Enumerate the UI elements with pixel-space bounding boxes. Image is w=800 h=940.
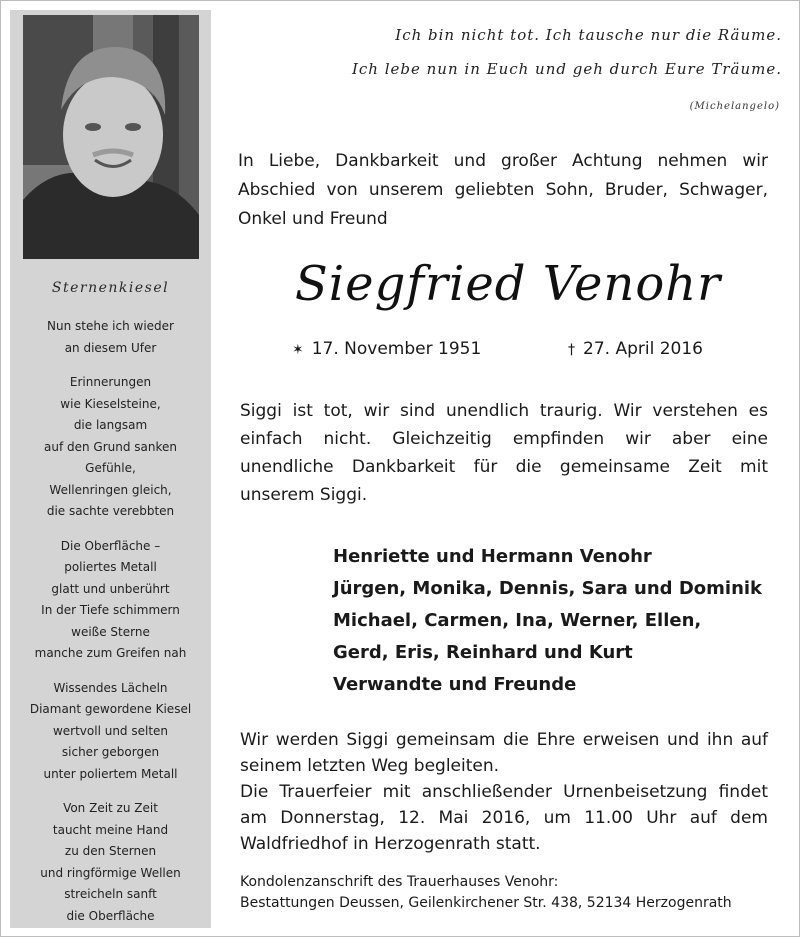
- poem-line: und ringförmige Wellen: [40, 865, 181, 880]
- family-line: Verwandte und Freunde: [333, 674, 577, 695]
- poem-line: Wissendes Lächeln: [53, 680, 168, 695]
- poem-stanza: [10, 678, 211, 786]
- poem-line: sicher geborgen: [61, 745, 160, 759]
- poem-stanza: [10, 536, 211, 665]
- poem-line: unter poliertem Metall: [43, 766, 178, 781]
- motto-attribution: (Michelangelo): [689, 101, 780, 112]
- intro-text: In Liebe, Dankbarkeit und großer Achtung nehmen wir Abschied von unserem geliebten Sohn, Bruder, Schwager, Onkel und Freund: [238, 151, 768, 229]
- funeral-info: [240, 727, 768, 857]
- family-list: [333, 541, 762, 701]
- poem-line: Wellenringen gleich,: [49, 482, 172, 497]
- poem-line: die langsam: [73, 418, 148, 432]
- poem-stanza: [10, 798, 211, 927]
- condolence-address: [240, 872, 732, 914]
- motto-quote: [228, 18, 782, 86]
- poem-stanza: [10, 372, 211, 523]
- poem-stanza: [10, 316, 211, 359]
- poem-sidebar: [10, 10, 211, 928]
- funeral-line: Die Trauerfeier mit anschließender Urnenbeisetzung findet am Donnerstag, 12. Mai 2016, um 11.00 Uhr auf dem Waldfriedhof in Herzogenrath statt.: [240, 782, 768, 854]
- poem-line: die sachte verebbten: [46, 504, 175, 518]
- death-cross-icon: †: [568, 342, 575, 358]
- family-line: Michael, Carmen, Ina, Werner, Ellen,: [333, 610, 702, 631]
- birth-date-text: 17. November 1951: [311, 339, 482, 359]
- poem-line: taucht meine Hand: [52, 822, 169, 837]
- poem-line: Die Oberfläche –: [60, 538, 161, 553]
- poem-line: auf den Grund sanken: [43, 439, 177, 454]
- motto-line: Ich bin nicht tot. Ich tausche nur die Räume.: [395, 26, 782, 44]
- poem-line: poliertes Metall: [64, 560, 157, 574]
- poem-line: wertvoll und selten: [52, 723, 169, 738]
- poem-line: an diesem Ufer: [64, 340, 157, 355]
- poem-line: In der Tiefe schimmern: [41, 603, 180, 617]
- poem: [10, 316, 211, 940]
- condolence-line: Bestattungen Deussen, Geilenkirchener Str. 438, 52134 Herzogenrath: [240, 895, 732, 911]
- deceased-name: Siegfried Venohr: [294, 256, 722, 312]
- poem-line: Gefühle,: [85, 461, 136, 475]
- birth-date: [292, 339, 481, 359]
- poem-line: zu den Sternen: [64, 844, 157, 858]
- funeral-line: Wir werden Siggi gemeinsam die Ehre erweisen und ihn auf seinem letzten Weg begleiten.: [240, 730, 768, 776]
- birth-star-icon: ✶: [292, 342, 304, 358]
- poem-title: Sternenkiesel: [51, 280, 170, 296]
- poem-line: manche zum Greifen nah: [34, 646, 187, 660]
- poem-line: Von Zeit zu Zeit: [63, 801, 158, 815]
- poem-line: streicheln sanft: [64, 887, 157, 901]
- poem-line: Erinnerungen: [69, 375, 152, 389]
- message-text: Siggi ist tot, wir sind unendlich traurig. Wir verstehen es einfach nicht. Gleichzeitig empfinden wir aber eine unendliche Dankbarkeit für die gemeinsame Zeit mit unserem Siggi.: [240, 401, 768, 505]
- poem-line: Nun stehe ich wieder: [47, 319, 174, 333]
- family-line: Gerd, Eris, Reinhard und Kurt: [333, 642, 633, 663]
- poem-line: die Oberfläche: [66, 908, 155, 923]
- portrait-photo: [23, 15, 199, 259]
- poem-line: glatt und unberührt: [51, 581, 170, 596]
- poem-line: Diamant gewordene Kiesel: [29, 702, 192, 716]
- poem-line: wie Kieselsteine,: [60, 396, 161, 411]
- family-line: Henriette und Hermann Venohr: [333, 546, 652, 567]
- motto-line: Ich lebe nun in Euch und geh durch Eure Träume.: [351, 60, 782, 78]
- death-date: [568, 339, 703, 359]
- family-line: Jürgen, Monika, Dennis, Sara und Dominik: [333, 578, 763, 599]
- death-date-text: 27. April 2016: [583, 339, 703, 359]
- condolence-line: Kondolenzanschrift des Trauerhauses Venohr:: [240, 874, 559, 890]
- poem-line: weiße Sterne: [71, 624, 150, 639]
